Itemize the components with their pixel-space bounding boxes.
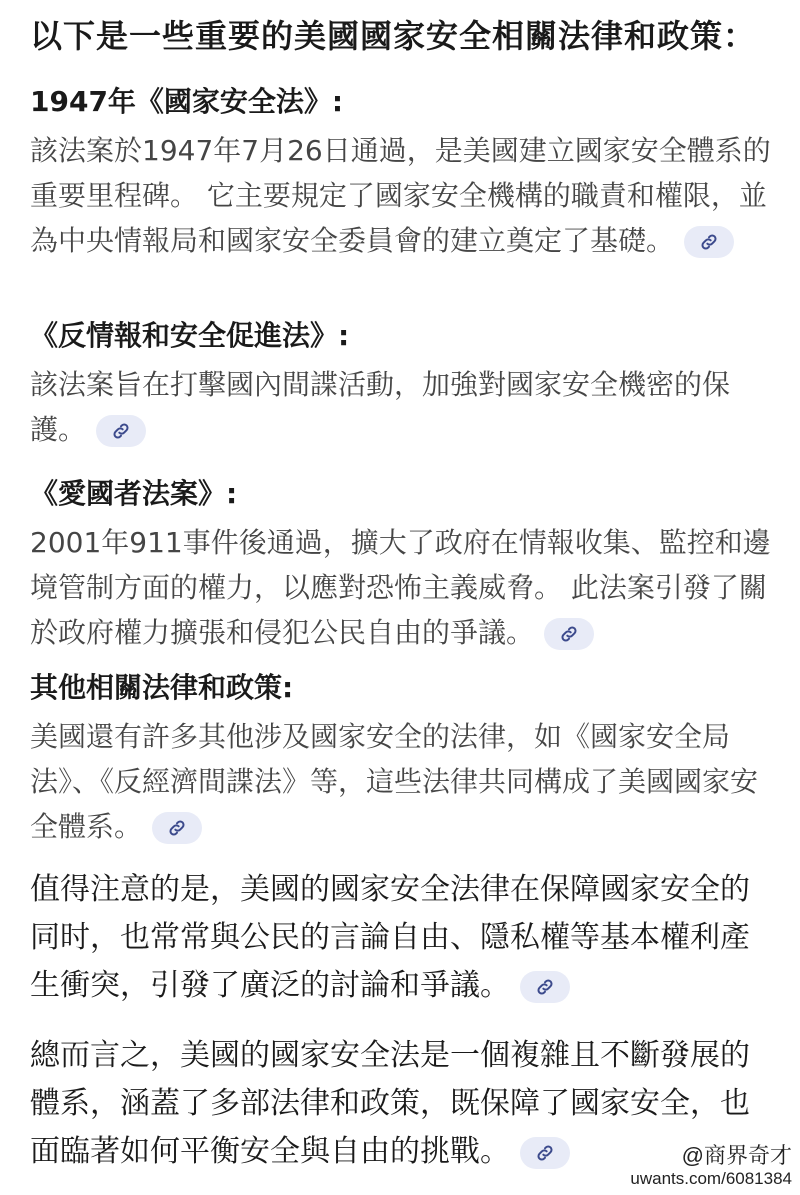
link-icon [699,232,719,252]
link-icon [535,1143,555,1163]
watermark-url: uwants.com/6081384 [630,1169,792,1188]
note-paragraph: 值得注意的是，美國的國家安全法律在保障國家安全的同时，也常常與公民的言論自由、隱私權等基本權利產生衝突，引發了廣泛的討論和爭議。 [30,872,750,1003]
link-icon [167,818,187,838]
source-link-button[interactable] [520,971,570,1003]
summary-paragraph: 總而言之，美國的國家安全法是一個複雜且不斷發展的體系，涵蓋了多部法律和政策，既保障了國家安全，也面臨著如何平衡安全與自由的挑戰。 [30,1038,750,1169]
source-link-button[interactable] [684,226,734,258]
watermark [630,1143,792,1189]
section-body: 美國還有許多其他涉及國家安全的法律，如《國家安全局法》、《反經濟間諜法》等，這些法律共同構成了美國國家安全體系。 [30,720,759,843]
section-patriot-act [30,476,775,655]
source-link-button[interactable] [96,415,146,447]
section-other-laws [30,670,775,849]
section-body: 該法案於1947年7月26日通過，是美國建立國家安全體系的重要里程碑。 它主要規定了國家安全機構的職責和權限，並為中央情報局和國家安全委員會的建立奠定了基礎。 [30,134,771,257]
section-title: 其他相關法律和政策: [30,671,294,704]
page-heading: 以下是一些重要的美國國家安全相關法律和政策： [30,17,757,55]
link-icon [535,977,555,997]
link-icon [559,624,579,644]
source-link-button[interactable] [520,1137,570,1169]
section-counterintelligence-act [30,318,775,452]
section-body: 該法案旨在打擊國內間諜活動，加強對國家安全機密的保護。 [30,368,731,446]
link-icon [111,421,131,441]
section-national-security-act [30,84,775,263]
watermark-name: @商界奇才 [681,1143,792,1168]
section-title: 《反情報和安全促進法》: [30,319,350,352]
section-title: 1947年《國家安全法》: [30,85,344,118]
source-link-button[interactable] [544,618,594,650]
section-body: 2001年911事件後通過，擴大了政府在情報收集、監控和邊境管制方面的權力，以應對恐怖主義威脅。 此法案引發了關於政府權力擴張和侵犯公民自由的爭議。 [30,526,771,649]
source-link-button[interactable] [152,812,202,844]
section-title: 《愛國者法案》: [30,477,238,510]
